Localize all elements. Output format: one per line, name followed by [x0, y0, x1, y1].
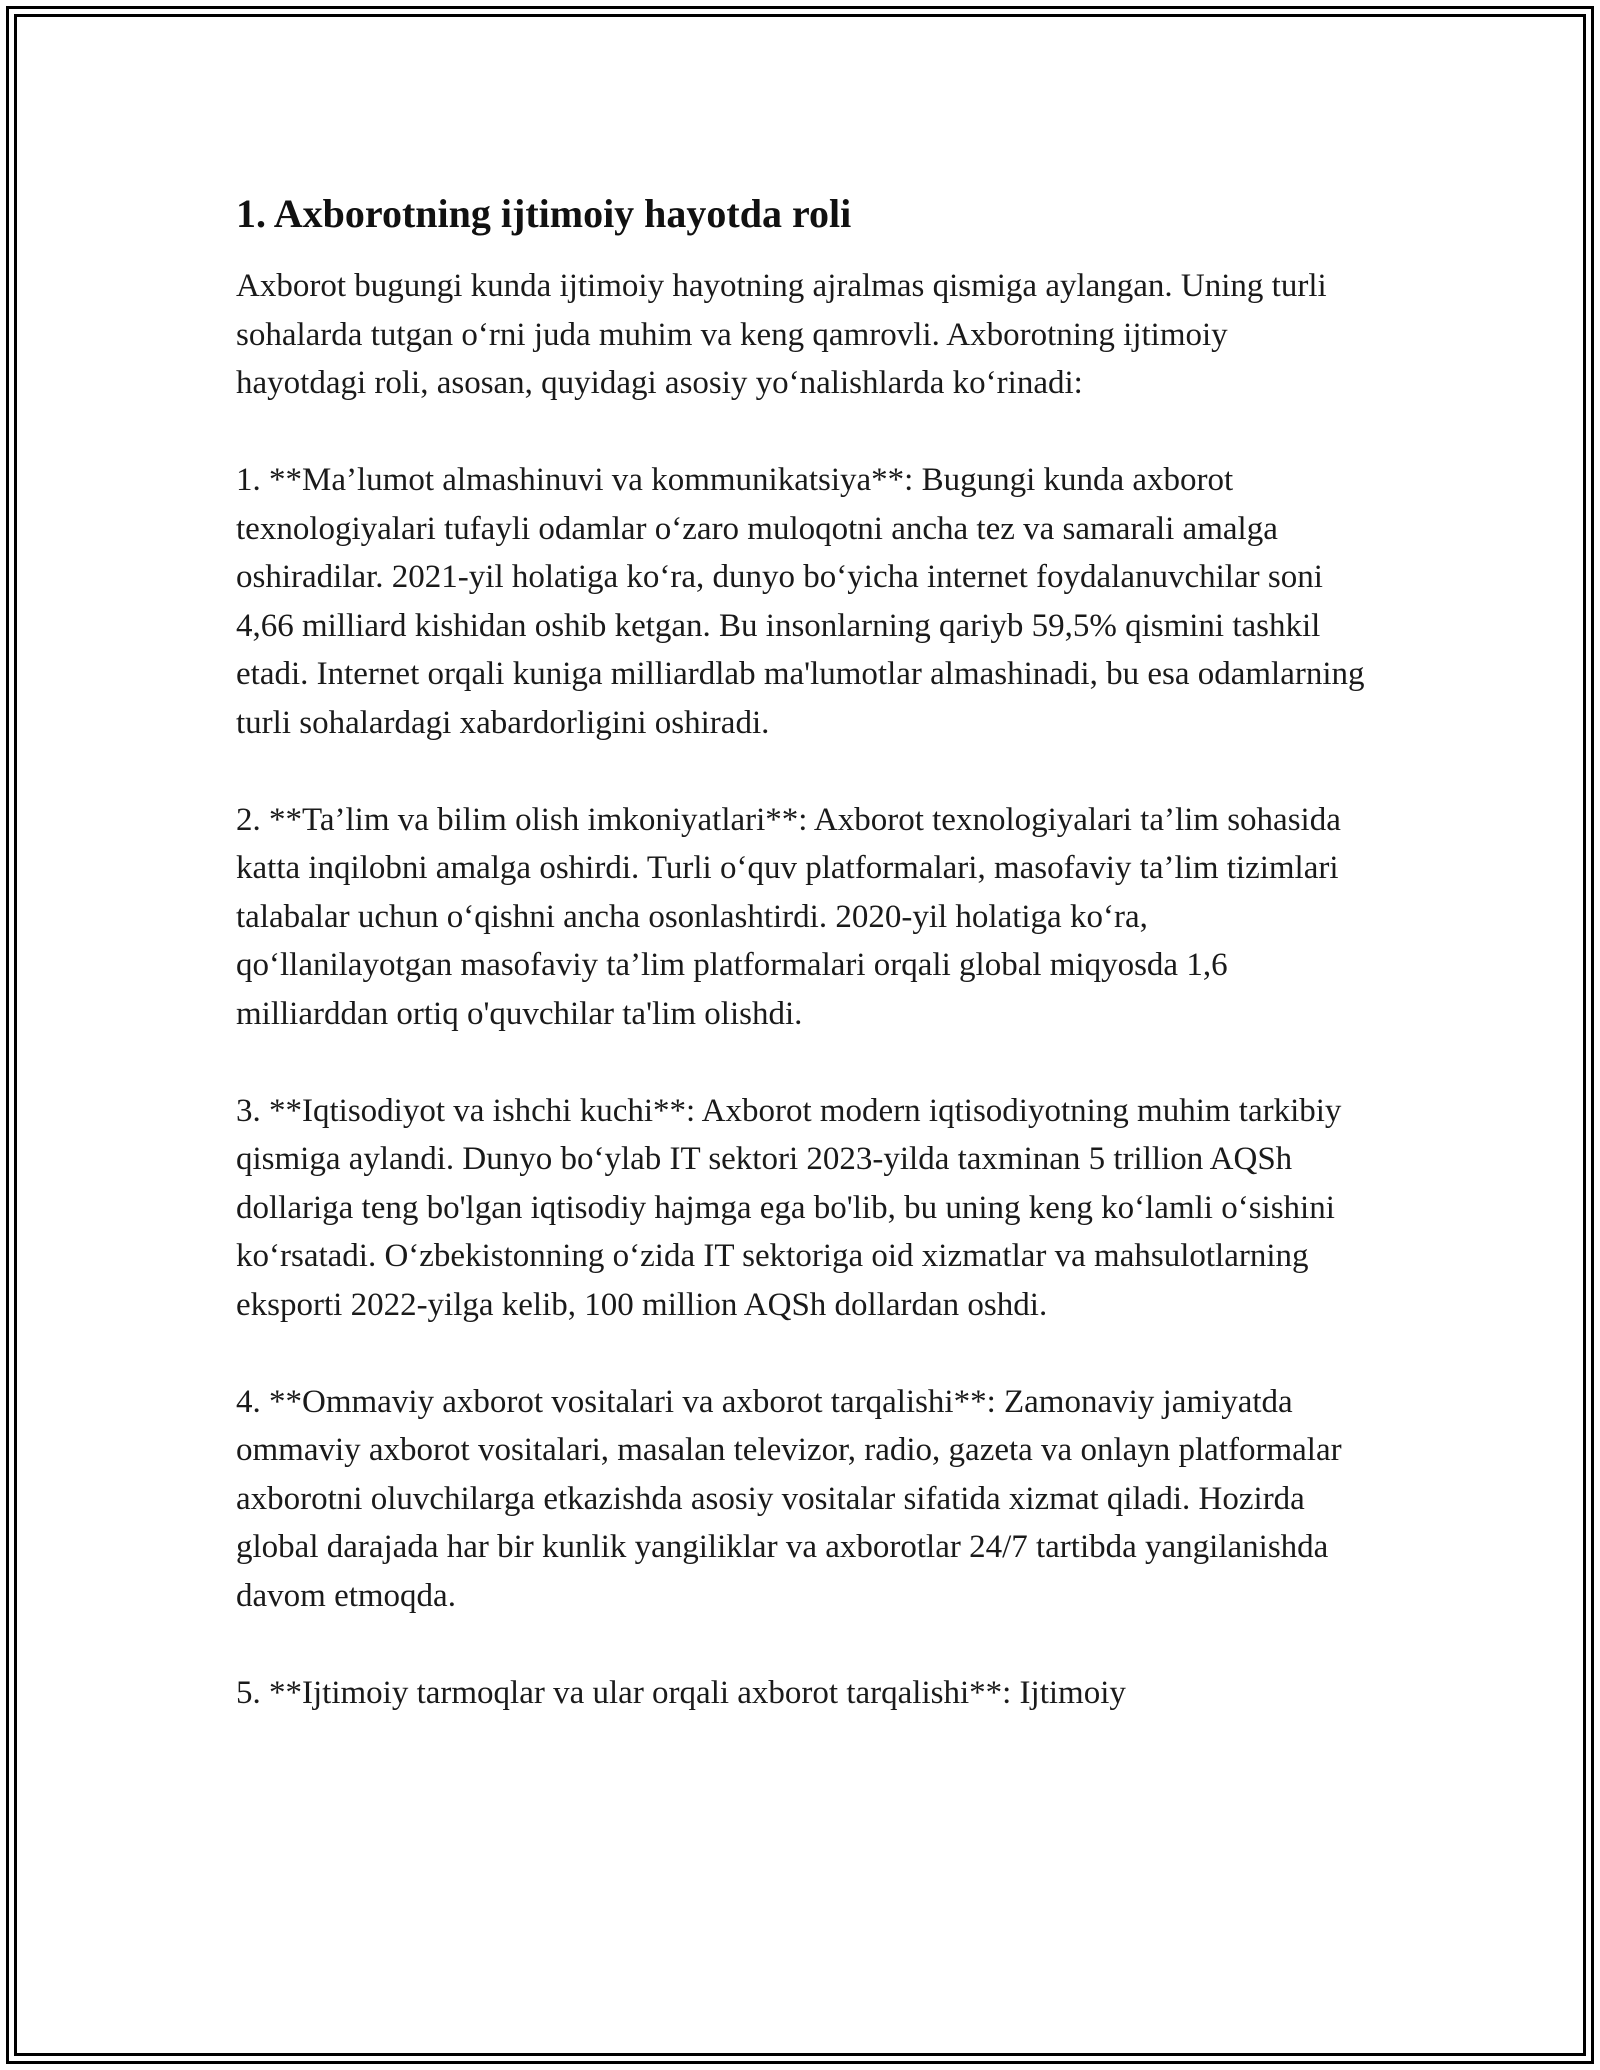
list-item-4: 4. **Ommaviy axborot vositalari va axborot tarqalishi**: Zamonaviy jamiyatda ommaviy axborot vositalari, masalan televizor, radio, gazeta va onlayn platformalar axborotni oluvchilarga etkazishda asosiy vositalar sifatida xizmat qiladi. Hozirda global darajada har bir kunlik yangiliklar va axborotlar 24/7 tartibda yangilanishda davom etmoqda.	[236, 1383, 1342, 1614]
intro-paragraph: Axborot bugungi kunda ijtimoiy hayotning ajralmas qismiga aylangan. Uning turli sohalarda tutgan o‘rni juda muhim va keng qamrovli. Axborotning ijtimoiy hayotdagi roli, asosan, quyidagi asosiy yo‘nalishlarda ko‘rinadi:	[236, 268, 1327, 401]
document-body	[236, 186, 1366, 1766]
list-item-3: 3. **Iqtisodiyot va ishchi kuchi**: Axborot modern iqtisodiyotning muhim tarkibiy qismiga aylandi. Dunyo bo‘ylab IT sektori 2023-yilda taxminan 5 trillion AQSh dollariga teng bo'lgan iqtisodiy hajmga ega bo'lib, bu uning keng ko‘lamli o‘sishini ko‘rsatadi. O‘zbekistonning o‘zida IT sektoriga oid xizmatlar va mahsulotlarning eksporti 2022-yilga kelib, 100 million AQSh dollardan oshdi.	[236, 1092, 1342, 1323]
list-item-1: 1. **Ma’lumot almashinuvi va kommunikatsiya**: Bugungi kunda axborot texnologiyalari tufayli odamlar o‘zaro muloqotni ancha tez va samarali amalga oshiradilar. 2021-yil holatiga ko‘ra, dunyo bo‘yicha internet foydalanuvchilar soni 4,66 milliard kishidan oshib ketgan. Bu insonlarning qariyb 59,5% qismini tashkil etadi. Internet orqali kuniga milliardlab ma'lumotlar almashinadi, bu esa odamlarning turli sohalardagi xabardorligini oshiradi.	[236, 462, 1365, 741]
list-item-5: 5. **Ijtimoiy tarmoqlar va ular orqali axborot tarqalishi**: Ijtimoiy	[236, 1674, 1126, 1711]
document-title: 1. Axborotning ijtimoiy hayotda roli	[236, 191, 852, 236]
list-item-2: 2. **Ta’lim va bilim olish imkoniyatlari**: Axborot texnologiyalari ta’lim sohasida katta inqilobni amalga oshirdi. Turli o‘quv platformalari, masofaviy ta’lim tizimlari talabalar uchun o‘qishni ancha osonlashtirdi. 2020-yil holatiga ko‘ra, qo‘llanilayotgan masofaviy ta’lim platformalari orqali global miqyosda 1,6 milliarddan ortiq o'quvchilar ta'lim olishdi.	[236, 801, 1341, 1032]
